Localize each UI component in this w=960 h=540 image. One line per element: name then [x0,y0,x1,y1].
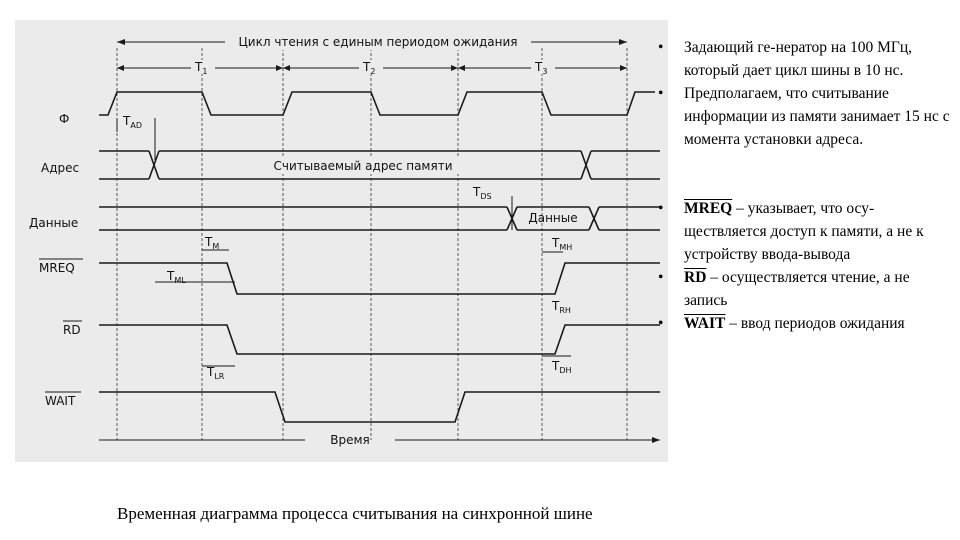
note-signal: MREQ [684,200,733,217]
signal-mreq-label: MREQ [39,261,75,275]
signal-phi-label: Ф [59,112,70,126]
cycle-bracket [117,34,627,50]
svg-text:TAD: $T_{AD}$ [123,114,142,130]
timing-diagram-panel [15,20,668,462]
bullet: • [658,39,664,56]
signal-wait-label: WAIT [45,394,76,408]
period-t2-label: $T_2$ [363,60,376,76]
mreq-timing-markers [155,235,572,285]
data-bus [99,207,660,230]
note-text: Задающий ге-нератор на 100 МГц, который дает цикл шины в 10 нс. [684,39,913,79]
svg-text:TRH: $T_{RH}$ [552,299,571,315]
note-text: – ввод периодов ожидания [725,315,905,332]
data-bus-text: Данные [528,211,578,225]
note-item [654,82,954,151]
clock-waveform [99,92,655,115]
note-text: Предполагаем, что считывание информации из памяти занимает 15 нс с момента установки адреса. [684,85,950,148]
note-text: – указывает, что осу-ществляется доступ к памяти, а не к устройству ввода-вывода [684,200,924,263]
note-signal: WAIT [684,315,726,332]
svg-text:TML: $T_{ML}$ [167,269,186,285]
note-item [654,36,954,82]
bullet: • [658,315,664,332]
note-signal: $\overline{RD}$ [684,269,707,286]
note-item [654,266,954,312]
figure-caption: Временная диаграмма процесса считывания на синхронной шине [117,504,593,523]
time-axis-label: Время [330,433,370,447]
timing-diagram [15,20,668,462]
time-axis [99,433,660,447]
signal-rd-label: RD [63,323,81,337]
rd-waveform [99,325,660,354]
cycle-label: Цикл чтения с единым периодом ожидания [238,35,518,49]
address-bus [99,151,660,179]
bullet: • [658,85,664,102]
time-grid [117,48,627,440]
svg-text:TMH: $T_{MH}$ [552,236,573,252]
signal-data-label: Данные [29,216,79,230]
address-bus-text: Считываемый адрес памяти [273,159,453,173]
period-brackets [117,60,627,76]
signal-address-label: Адрес [41,161,80,175]
note-item [654,312,954,335]
period-t1-label: $T_1$ [195,60,208,76]
svg-text:TDS: $T_{DS}$ [473,185,492,201]
note-text: – осуществляется чтение, а не запись [684,269,910,309]
rd-timing-markers [202,299,572,381]
wait-waveform [99,392,660,422]
bullet: • [658,200,664,217]
svg-text:TLR: $T_{LR}$ [207,365,225,381]
notes-list [654,36,954,335]
signal-labels [29,112,83,408]
svg-text:TDH: $T_{DH}$ [552,359,572,375]
period-t3-label: $T_3$ [535,60,548,76]
note-item [654,197,954,266]
svg-text:TM: $T_M$ [205,235,220,251]
bullet: • [658,269,664,286]
